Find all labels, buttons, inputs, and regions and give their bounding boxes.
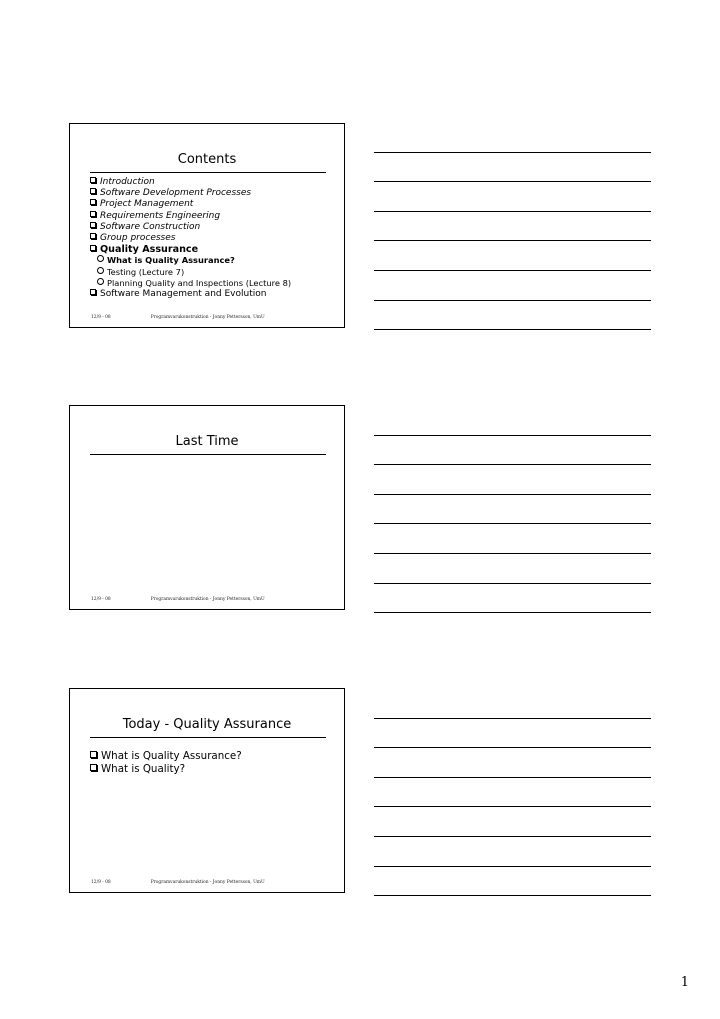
footer-author: Programvarukonstruktion - Jonny Pettersson, UmU bbox=[150, 597, 265, 602]
circle-bullet-icon bbox=[97, 278, 104, 285]
note-line bbox=[374, 583, 651, 584]
list-item: Software Management and Evolution bbox=[90, 289, 340, 300]
footer-author: Programvarukonstruktion - Jonny Pettersson, UmU bbox=[150, 315, 265, 320]
note-line bbox=[374, 523, 651, 524]
note-line bbox=[374, 836, 651, 837]
sub-list-item: What is Quality Assurance? bbox=[90, 255, 340, 266]
title-divider bbox=[90, 737, 326, 738]
note-line bbox=[374, 777, 651, 778]
list-item: Software Development Processes bbox=[90, 188, 340, 199]
square-bullet-icon bbox=[90, 764, 97, 771]
slide-last-time bbox=[69, 405, 345, 610]
list-item: Requirements Engineering bbox=[90, 211, 340, 222]
note-line bbox=[374, 866, 651, 867]
square-bullet-icon bbox=[90, 177, 96, 183]
note-line bbox=[374, 895, 651, 896]
note-line bbox=[374, 152, 651, 153]
slide-title: Today - Quality Assurance bbox=[122, 717, 292, 732]
title-divider bbox=[90, 454, 326, 455]
note-line bbox=[374, 747, 651, 748]
slide-title: Contents bbox=[177, 152, 237, 167]
bullet-list bbox=[90, 177, 340, 300]
square-bullet-icon bbox=[90, 222, 96, 228]
note-line bbox=[374, 718, 651, 719]
note-line bbox=[374, 300, 651, 301]
list-item: Introduction bbox=[90, 177, 340, 188]
slide-footer bbox=[91, 597, 340, 602]
slide-today-quality-assurance bbox=[69, 688, 345, 893]
slide-title: Last Time bbox=[175, 434, 239, 449]
note-line bbox=[374, 435, 651, 436]
circle-bullet-icon bbox=[97, 255, 104, 262]
note-line bbox=[374, 553, 651, 554]
slide-footer bbox=[91, 880, 340, 885]
square-bullet-icon bbox=[90, 289, 96, 295]
note-line bbox=[374, 464, 651, 465]
list-item: Group processes bbox=[90, 233, 340, 244]
note-line bbox=[374, 806, 651, 807]
note-line bbox=[374, 181, 651, 182]
square-bullet-icon bbox=[90, 188, 96, 194]
sub-list-item: Planning Quality and Inspections (Lecture 8) bbox=[90, 278, 340, 289]
circle-bullet-icon bbox=[97, 267, 104, 274]
list-item-current: Quality Assurance bbox=[90, 244, 340, 255]
square-bullet-icon bbox=[90, 245, 96, 251]
title-divider bbox=[90, 172, 326, 173]
square-bullet-icon bbox=[90, 199, 96, 205]
footer-date: 12/9 - 08 bbox=[91, 880, 111, 885]
note-line bbox=[374, 612, 651, 613]
note-line bbox=[374, 270, 651, 271]
slide-contents bbox=[69, 123, 345, 328]
footer-date: 12/9 - 08 bbox=[91, 315, 111, 320]
note-line bbox=[374, 329, 651, 330]
square-bullet-icon bbox=[90, 211, 96, 217]
slide-footer bbox=[91, 315, 340, 320]
square-bullet-icon bbox=[90, 751, 97, 758]
footer-date: 12/9 - 08 bbox=[91, 597, 111, 602]
note-line bbox=[374, 211, 651, 212]
bullet-list bbox=[90, 750, 340, 776]
sub-list-item: Testing (Lecture 7) bbox=[90, 267, 340, 278]
note-line bbox=[374, 240, 651, 241]
square-bullet-icon bbox=[90, 233, 96, 239]
list-item: Project Management bbox=[90, 199, 340, 210]
note-line bbox=[374, 494, 651, 495]
page-number: 1 bbox=[680, 975, 689, 990]
list-item: Software Construction bbox=[90, 222, 340, 233]
list-item: What is Quality? bbox=[90, 763, 340, 776]
footer-author: Programvarukonstruktion - Jonny Pettersson, UmU bbox=[150, 880, 265, 885]
list-item: What is Quality Assurance? bbox=[90, 750, 340, 763]
